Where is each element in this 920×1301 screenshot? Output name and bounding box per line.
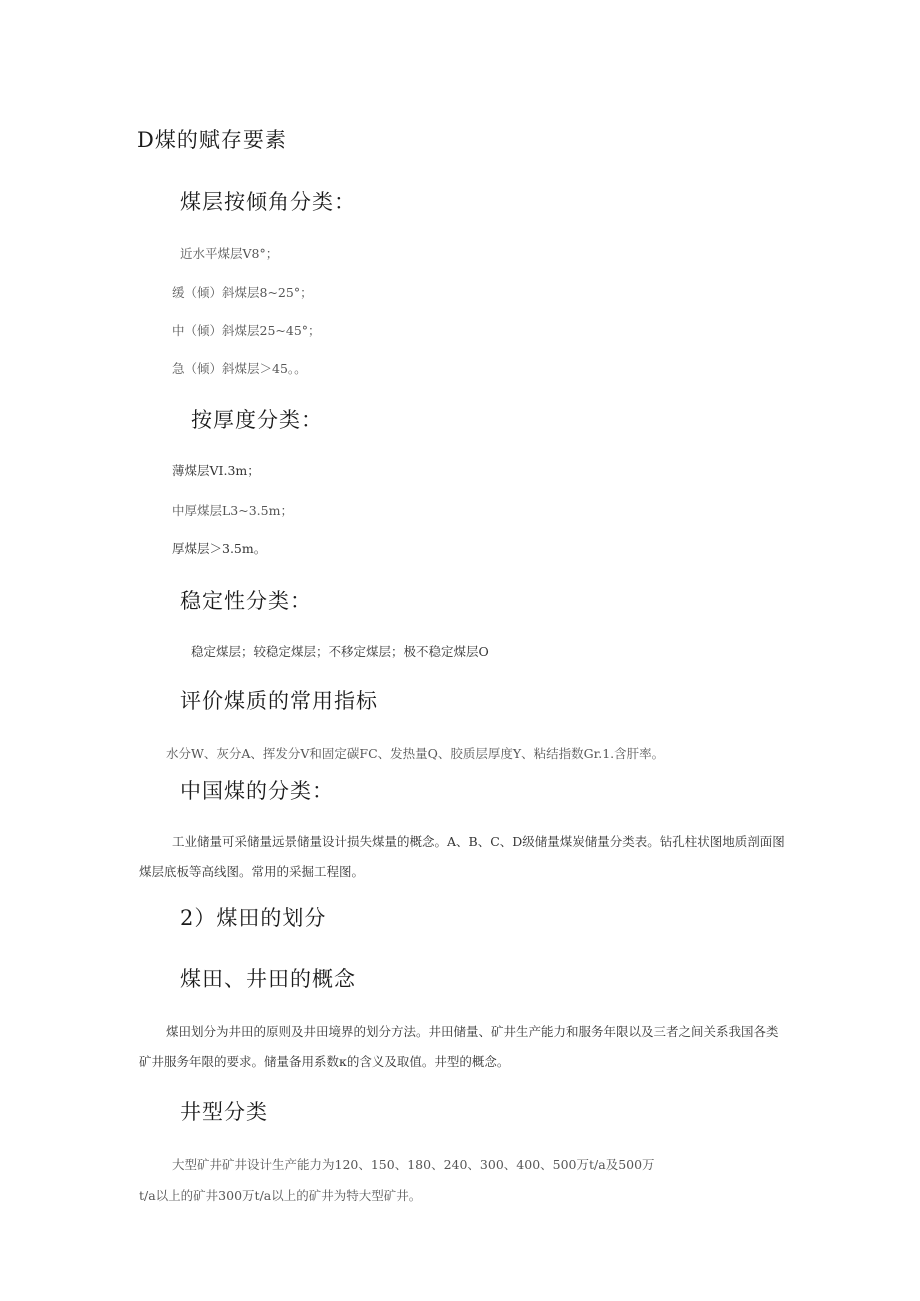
page-title: D煤的赋存要素 — [137, 128, 287, 152]
heading-china: 中国煤的分类： — [180, 779, 334, 803]
dip-item: 缓（倾）斜煤层8~25°； — [172, 285, 313, 300]
thickness-item: 厚煤层＞3.5m。 — [172, 541, 267, 556]
dip-item: 急（倾）斜煤层＞45。。 — [172, 361, 307, 376]
thickness-item: 薄煤层VI.3m； — [172, 463, 260, 478]
mine-type-line-1: 大型矿井矿井设计生产能力为120、150、180、240、300、400、500万t/a及500万 — [172, 1157, 655, 1172]
thickness-item: 中厚煤层L3~3.5m； — [172, 503, 293, 518]
china-text: 工业储量可采储量远景储量设计损失煤量的概念。A、B、C、D级储量煤炭储量分类表。钻孔柱状图地质剖面图煤层底板等高线图。常用的采掘工程图。 — [139, 834, 785, 879]
stability-text: 稳定煤层；较稳定煤层；不移定煤层；极不稳定煤层O — [191, 644, 489, 659]
heading-mine-type: 井型分类 — [180, 1100, 268, 1124]
quality-text: 水分W、灰分A、挥发分V和固定碳FC、发热量Q、胶质层厚度Y、粘结指数Gr.1.含肝率。 — [166, 746, 665, 761]
heading-dip: 煤层按倾角分类： — [180, 190, 356, 214]
dip-item: 中（倾）斜煤层25~45°； — [172, 323, 321, 338]
heading-division: 2）煤田的划分 — [180, 906, 327, 930]
heading-quality: 评价煤质的常用指标 — [180, 689, 378, 713]
concept-text: 煤田划分为井田的原则及井田境界的划分方法。井田储量、矿井生产能力和服务年限以及三者之间关系我国各类矿井服务年限的要求。储量备用系数κ的含义及取值。井型的概念。 — [139, 1024, 779, 1069]
heading-thickness: 按厚度分类： — [191, 408, 323, 432]
heading-stability: 稳定性分类： — [180, 589, 312, 613]
heading-concept: 煤田、井田的概念 — [180, 967, 356, 991]
dip-item: 近水平煤层V8°； — [180, 246, 279, 261]
mine-type-line-2: t/a以上的矿井300万t/a以上的矿井为特大型矿井。 — [139, 1188, 422, 1203]
